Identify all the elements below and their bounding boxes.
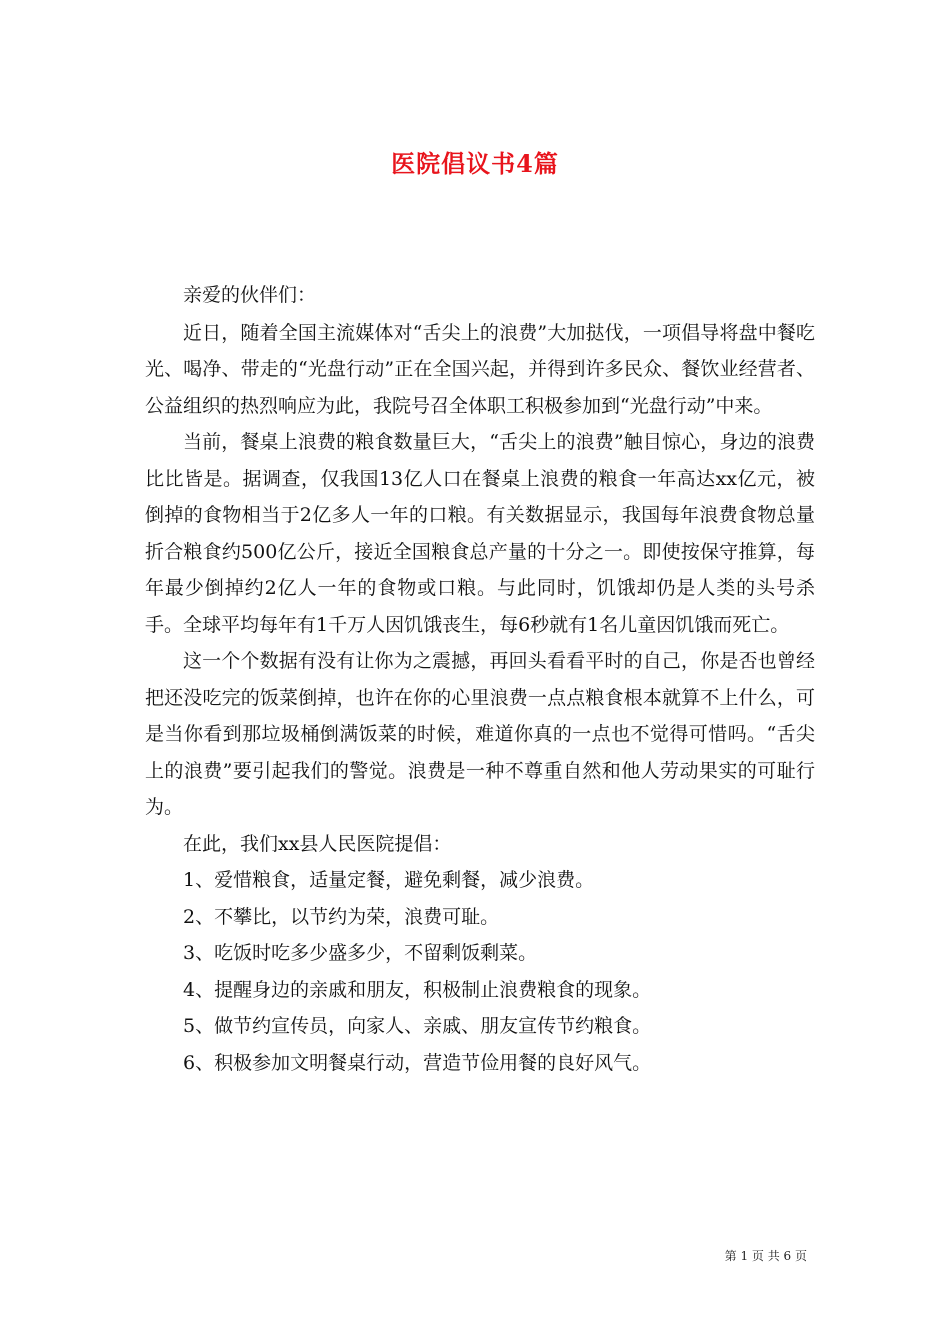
paragraph: 近日，随着全国主流媒体对“舌尖上的浪费”大加挞伐，一项倡导将盘中餐吃光、喝净、带走的“光盘行动”正在全国兴起，并得到许多民众、餐饮业经营者、公益组织的热烈响应为此，我院号召全体职工积极参加到“光盘行动”中来。 [145, 321, 815, 417]
list-item: 5、做节约宣传员，向家人、亲戚、朋友宣传节约粮食。 [183, 1015, 652, 1037]
list-item: 4、提醒身边的亲戚和朋友，积极制止浪费粮食的现象。 [183, 978, 652, 1001]
list-item: 3、吃饭时吃多少盛多少，不留剩饭剩菜。 [183, 942, 538, 964]
document-body [145, 277, 815, 1081]
greeting: 亲爱的伙伴们： [183, 284, 317, 306]
page-number: 第 1 页 共 6 页 [724, 1249, 807, 1263]
paragraph: 当前，餐桌上浪费的粮食数量巨大，“舌尖上的浪费”触目惊心，身边的浪费比比皆是。据调查，仅我国13亿人口在餐桌上浪费的粮食一年高达xx亿元，被倒掉的食物相当于2亿多人一年的口粮。有关数据显示，我国每年浪费食物总量折合粮食约500亿公斤，接近全国粮食总产量的十分之一。即使按保守推算，每年最少倒掉约2亿人一年的食物或口粮。与此同时，饥饿却仍是人类的头号杀手。全球平均每年有1千万人因饥饿丧生，每6秒就有1名儿童因饥饿而死亡。 [145, 431, 815, 636]
list-item: 1、爱惜粮食，适量定餐，避免剩餐，减少浪费。 [183, 869, 595, 891]
paragraph: 在此，我们xx县人民医院提倡： [183, 832, 452, 855]
list-item: 2、不攀比，以节约为荣，浪费可耻。 [183, 905, 500, 928]
list-item: 6、积极参加文明餐桌行动，营造节俭用餐的良好风气。 [183, 1051, 652, 1074]
document-title: 医院倡议书4篇 [391, 149, 559, 179]
paragraph: 这一个个数据有没有让你为之震撼，再回头看看平时的自己，你是否也曾经把还没吃完的饭菜倒掉，也许在你的心里浪费一点点粮食根本就算不上什么，可是当你看到那垃圾桶倒满饭菜的时候，难道你真的一点也不觉得可惜吗。“舌尖上的浪费”要引起我们的警觉。浪费是一种不尊重自然和他人劳动果实的可耻行为。 [145, 650, 815, 818]
